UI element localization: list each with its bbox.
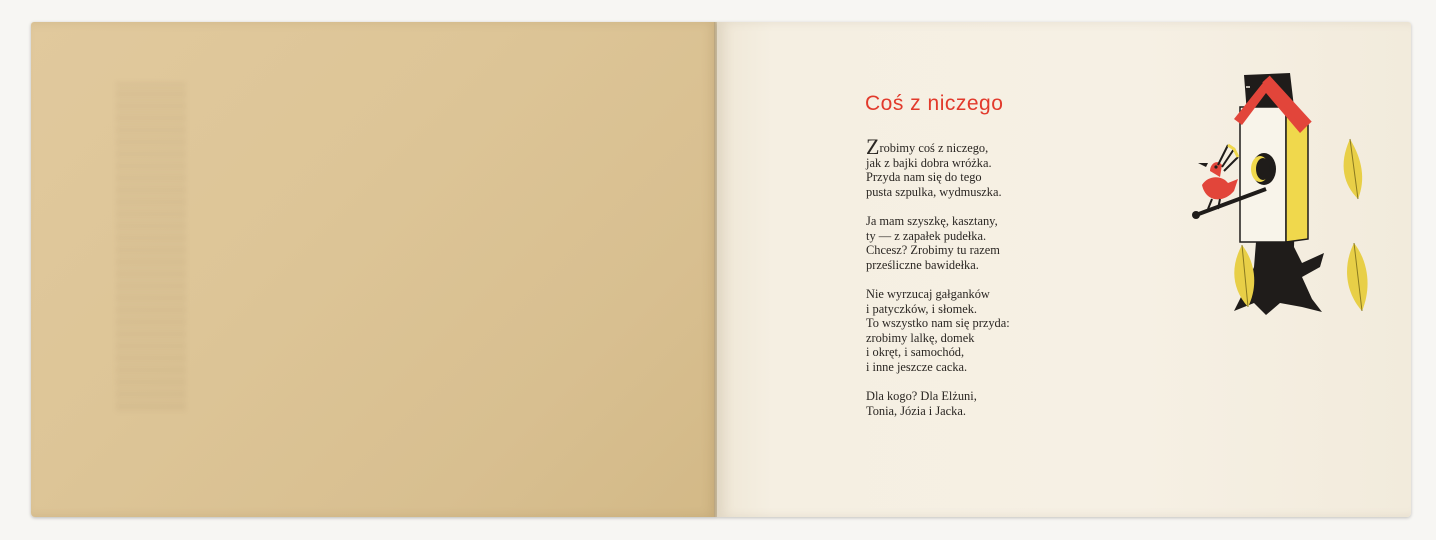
birdhouse-on-tree-icon (1162, 67, 1377, 327)
poem-line: Nie wyrzucaj gałganków (866, 286, 990, 301)
stanza-3 (866, 287, 1106, 375)
poem-line: To wszystko nam się przyda: (866, 316, 1010, 331)
show-through-mark (116, 82, 186, 412)
poem-line: i patyczków, i słomek. (866, 301, 978, 316)
poem-line: jak z bajki dobra wróżka. (866, 155, 992, 170)
poem-line: Przyda nam się do tego (866, 170, 982, 185)
leaf-icon (1347, 243, 1368, 311)
poem-line: Dla kogo? Dla Elżuni, (866, 389, 977, 404)
left-page-blank (31, 22, 717, 517)
poem-line: prześliczne bawidełka. (866, 257, 979, 272)
poem-title: Coś z niczego (865, 92, 1004, 115)
bird-icon (1198, 145, 1238, 209)
poem-line: ty — z zapałek pudełka. (866, 228, 987, 243)
poem-line: Tonia, Józia i Jacka. (866, 403, 966, 418)
poem-line: i inne jeszcze cacka. (866, 359, 968, 374)
poem-line: Chcesz? Zrobimy tu razem (866, 243, 1000, 258)
poem-line (866, 134, 1106, 159)
stanza-2 (866, 214, 1106, 272)
leaf-icon (1344, 139, 1363, 199)
poem-line: i okręt, i samochód, (866, 345, 965, 360)
poem-text (866, 134, 1106, 433)
poem-line-text: robimy coś z niczego, (879, 141, 989, 155)
drop-cap: Z (866, 134, 880, 159)
leaf-icon (1234, 245, 1254, 307)
right-page (717, 22, 1411, 517)
poem-line: Ja mam szyszkę, kasztany, (866, 213, 998, 228)
stanza-4 (866, 389, 1106, 418)
stanza-1 (866, 134, 1106, 199)
poem-line: pusta szpulka, wydmuszka. (866, 184, 1002, 199)
poem-line: zrobimy lalkę, domek (866, 330, 975, 345)
